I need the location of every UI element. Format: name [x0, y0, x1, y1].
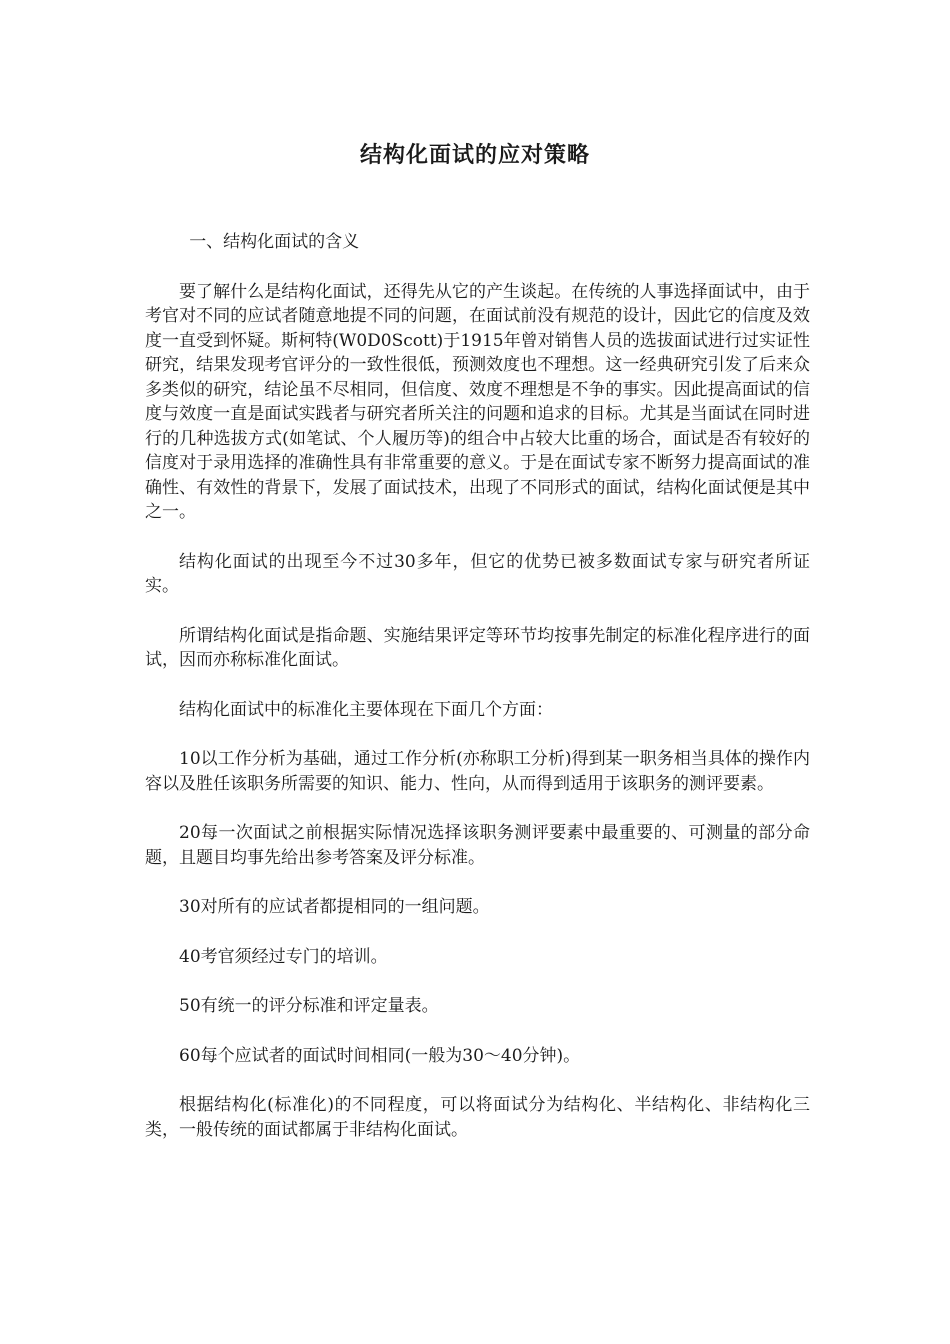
list-item-1: 10以工作分析为基础，通过工作分析(亦称职工分析)得到某一职务相当具体的操作内容以及胜任该职务所需要的知识、能力、性向，从而得到适用于该职务的测评要素。 — [145, 749, 810, 794]
list-item-5: 50有统一的评分标准和评定量表。 — [179, 996, 439, 1016]
document-title: 结构化面试的应对策略 — [359, 143, 590, 168]
section-heading: 一、结构化面试的含义 — [189, 232, 360, 252]
paragraph-classification: 根据结构化(标准化)的不同程度，可以将面试分为结构化、半结构化、非结构化三类，一般传统的面试都属于非结构化面试。 — [145, 1095, 810, 1140]
list-item-4: 40考官须经过专门的培训。 — [179, 946, 388, 967]
paragraph-definition: 所谓结构化面试是指命题、实施结果评定等环节均按事先制定的标准化程序进行的面试，因而亦称标准化面试。 — [145, 625, 810, 670]
paragraph-origin: 要了解什么是结构化面试，还得先从它的产生谈起。在传统的人事选择面试中，由于考官对不同的应试者随意地提不同的问题，在面试前没有规范的设计，因此它的信度及效度一直受到怀疑。斯柯特(W0D0Scott)于1915年曾对销售人员的选拔面试进行过实证性研究，结果发现考官评分的一致性很低，预测效度也不理想。这一经典研究引发了后来众多类似的研究，结论虽不尽相同，但信度、效度不理想是不争的事实。因此提高面试的信度与效度一直是面试实践者与研究者所关注的问题和追求的目标。尤其是当面试在同时进行的几种选拔方式(如笔试、个人履历等)的组合中占较大比重的场合，面试是否有较好的信度对于录用选择的准确性具有非常重要的意义。于是在面试专家不断努力提高面试的准确性、有效性的背景下，发展了面试技术，出现了不同形式的面试，结构化面试便是其中之一。 — [145, 281, 810, 522]
paragraph-standardization-intro: 结构化面试中的标准化主要体现在下面几个方面： — [179, 699, 553, 720]
list-item-6: 60每个应试者的面试时间相同(一般为30～40分钟)。 — [179, 1045, 581, 1066]
list-item-3: 30对所有的应试者都提相同的一组问题。 — [179, 897, 490, 917]
paragraph-history: 结构化面试的出现至今不过30多年，但它的优势已被多数面试专家与研究者所证实。 — [145, 551, 810, 596]
document-body — [145, 230, 810, 1167]
list-item-2: 20每一次面试之前根据实际情况选择该职务测评要素中最重要的、可测量的部分命题，且题目均事先给出参考答案及评分标准。 — [145, 823, 810, 868]
